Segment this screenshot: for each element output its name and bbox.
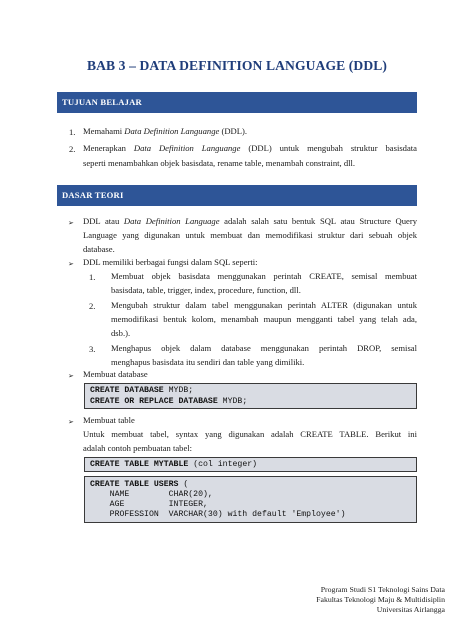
code-line: PROFESSION VARCHAR(30) with default 'Employee') [90, 510, 346, 519]
list-item-continuation: dsb.). [111, 328, 131, 338]
list-item: Mengubah struktur dalam tabel menggunakan perintah ALTER (digunakan untuk [111, 300, 417, 310]
list-item-continuation: basisdata, table, trigger, index, procedure, function, dll. [111, 285, 301, 295]
list-item-continuation: seperti menambahkan objek basisdata, rename table, menambah constraint, dll. [83, 158, 356, 168]
list-number: 1. [89, 272, 96, 282]
list-item: Menerapkan Data Definition Languange (DDL) untuk mengubah struktur basisdata [83, 143, 417, 153]
list-item-continuation: memodifikasi bentuk kolom, menambah maupun mengganti tabel yang telah ada, [111, 314, 417, 324]
code-line: NAME CHAR(20), [90, 490, 213, 499]
code-block [84, 457, 417, 472]
list-item-continuation: menghapus basisdata itu sendiri dan table yang dimiliki. [111, 357, 305, 367]
list-item: Menghapus objek dalam database menggunakan perintah DROP, semisal [111, 343, 417, 353]
list-number: 1. [69, 127, 76, 137]
code-line: CREATE TABLE MYTABLE (col integer) [90, 460, 258, 469]
section-heading: DASAR TEORI [62, 190, 124, 200]
paragraph-line: database. [83, 244, 115, 254]
page-title: BAB 3 – DATA DEFINITION LANGUAGE (DDL) [86, 58, 388, 73]
list-item: Memahami Data Definition Languange (DDL). [83, 126, 247, 136]
list-item: Membuat objek basisdata menggunakan perintah CREATE, semisal membuat [111, 271, 417, 281]
section-heading: TUJUAN BELAJAR [62, 97, 142, 107]
list-number: 3. [89, 344, 96, 354]
arrow-bullet-icon: ➢ [68, 219, 74, 227]
code-line: CREATE DATABASE MYDB; [90, 386, 194, 395]
paragraph-line: DDL atau Data Definition Language adalah salah satu bentuk SQL atau Structure Query [83, 216, 417, 226]
section-heading-band [57, 185, 417, 206]
bullet-text: Membuat database [83, 369, 148, 379]
paragraph-line: Language yang digunakan untuk membuat dan memodifikasi struktur dari sebuah objek [83, 230, 417, 240]
list-number: 2. [69, 144, 76, 154]
footer-line: Fakultas Teknologi Maju & Multidisiplin [316, 595, 445, 604]
footer-line: Program Studi S1 Teknologi Sains Data [320, 585, 445, 594]
bullet-text: Membuat table [83, 415, 135, 425]
section-heading-band [57, 92, 417, 113]
code-line: CREATE TABLE USERS ( [90, 480, 189, 489]
paragraph-line: adalah contoh pembuatan tabel: [83, 443, 193, 453]
code-line: AGE INTEGER, [90, 500, 208, 509]
arrow-bullet-icon: ➢ [68, 372, 74, 380]
footer-line: Universitas Airlangga [376, 605, 445, 614]
arrow-bullet-icon: ➢ [68, 260, 74, 268]
code-block [84, 383, 417, 409]
bullet-text: DDL memiliki berbagai fungsi dalam SQL seperti: [83, 257, 258, 267]
code-block [84, 476, 417, 523]
paragraph-line: Untuk membuat tabel, syntax yang digunakan adalah CREATE TABLE. Berikut ini [83, 429, 417, 439]
arrow-bullet-icon: ➢ [68, 418, 74, 426]
list-number: 2. [89, 301, 96, 311]
code-line: CREATE OR REPLACE DATABASE MYDB; [90, 397, 248, 406]
